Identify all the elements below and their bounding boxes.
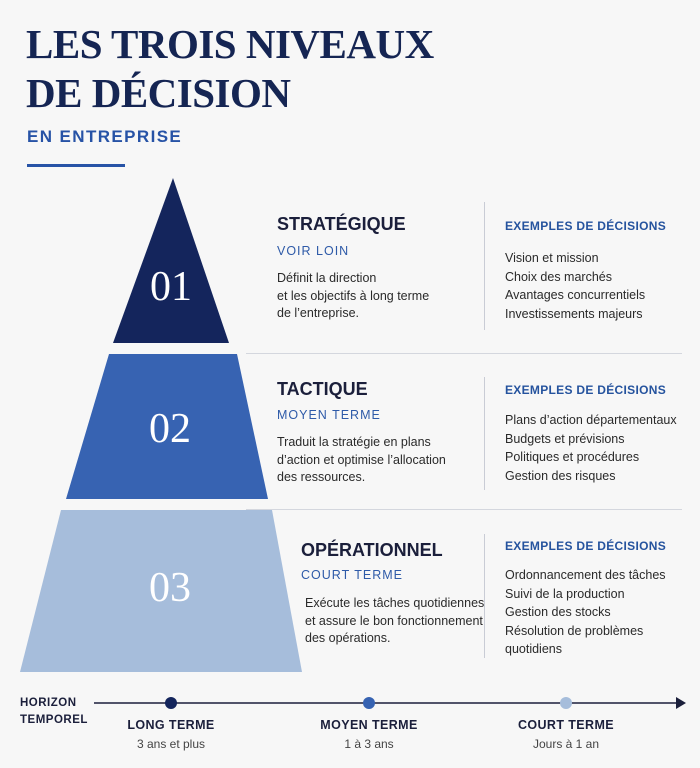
example-item: Budgets et prévisions	[505, 431, 625, 446]
desc-line: d’action et optimise l’allocation	[277, 452, 446, 467]
level-1-examples	[505, 249, 695, 323]
level-2-examples	[505, 411, 695, 485]
timeline-label-line: HORIZON	[20, 697, 77, 709]
level-2-examples-title: EXEMPLES DE DÉCISIONS	[505, 383, 666, 397]
desc-line: des ressources.	[277, 470, 366, 484]
timeline-point-long	[91, 718, 251, 751]
level-separator	[246, 353, 682, 354]
example-item: Gestion des stocks	[505, 605, 611, 619]
timeline-term: MOYEN TERME	[320, 718, 418, 732]
level-3-name: OPÉRATIONNEL	[301, 540, 443, 560]
title-line-1: LES TROIS NIVEAUX	[26, 21, 434, 67]
level-3-tag: COURT TERME	[301, 568, 403, 582]
example-item: Avantages concurrentiels	[505, 288, 646, 302]
level-2-tag: MOYEN TERME	[277, 408, 381, 422]
pyramid	[0, 0, 320, 680]
timeline-label-line: TEMPOREL	[20, 714, 88, 726]
timeline-term: LONG TERME	[127, 718, 215, 732]
example-item: Résolution de problèmes	[505, 623, 644, 638]
level-1-tag: VOIR LOIN	[277, 244, 350, 258]
level-3-number: 03	[149, 565, 191, 611]
timeline-duration: 3 ans et plus	[136, 737, 206, 751]
example-item: Gestion des risques	[505, 468, 616, 483]
level-3-examples	[505, 566, 695, 659]
timeline-point-medium	[289, 718, 449, 751]
level-1-name: STRATÉGIQUE	[277, 214, 406, 234]
example-item: Choix des marchés	[505, 269, 612, 284]
column-divider	[484, 202, 485, 330]
example-item: Ordonnancement des tâches	[505, 568, 666, 582]
timeline-dot-medium	[363, 697, 375, 709]
example-item: Politiques et procédures	[505, 450, 640, 464]
timeline-duration: Jours à 1 an	[532, 737, 600, 751]
level-1-examples-title: EXEMPLES DE DÉCISIONS	[505, 219, 666, 233]
timeline-point-short	[486, 718, 646, 751]
level-2-description	[277, 434, 462, 487]
level-separator	[246, 509, 682, 510]
example-item: Plans d’action départementaux	[505, 413, 677, 427]
desc-line: de l’entreprise.	[277, 306, 359, 320]
example-item: Suivi de la production	[505, 586, 625, 601]
example-item: quotidiens	[505, 642, 562, 656]
desc-line: Exécute les tâches quotidiennes	[305, 596, 485, 610]
desc-line: et assure le bon fonctionnement	[305, 613, 483, 628]
desc-line: Définit la direction	[277, 271, 377, 285]
level-1-number: 01	[150, 264, 192, 310]
level-3-description	[305, 595, 490, 648]
column-divider	[484, 377, 485, 490]
page-subtitle: EN ENTREPRISE	[27, 127, 183, 146]
timeline-arrow-icon	[676, 697, 686, 709]
desc-line: et les objectifs à long terme	[277, 288, 430, 303]
desc-line: Traduit la stratégie en plans	[277, 435, 431, 449]
title-line-2: DE DÉCISION	[26, 70, 291, 116]
timeline-dot-short	[560, 697, 572, 709]
example-item: Vision et mission	[505, 251, 599, 265]
example-item: Investissements majeurs	[505, 306, 643, 321]
level-2-name: TACTIQUE	[277, 379, 368, 399]
timeline-label	[20, 695, 88, 729]
level-3-examples-title: EXEMPLES DE DÉCISIONS	[505, 539, 666, 553]
timeline-dot-long	[165, 697, 177, 709]
level-1-description	[277, 270, 462, 323]
timeline-term: COURT TERME	[517, 718, 615, 732]
desc-line: des opérations.	[305, 631, 391, 645]
pyramid-level-1	[113, 178, 229, 343]
timeline-duration: 1 à 3 ans	[344, 737, 394, 751]
level-2-number: 02	[149, 406, 191, 452]
